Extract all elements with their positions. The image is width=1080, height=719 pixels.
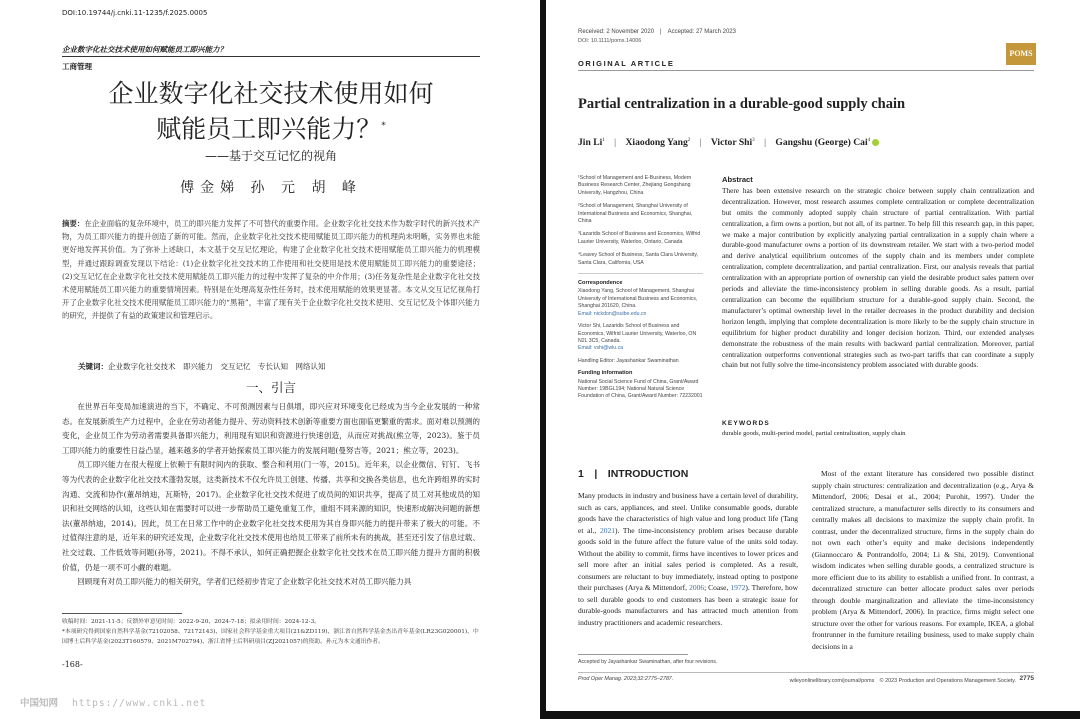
- doi-line: DOI:10.19744/j.cnki.11-1235/f.2025.0005: [62, 9, 208, 17]
- correspondence-entry: [578, 288, 703, 318]
- author-affil-mark: 1: [602, 137, 605, 143]
- journal-url[interactable]: wileyonlinelibrary.com/journal/poms © 2023 Production and Operations Management Society.: [789, 678, 1016, 684]
- english-paper-page: [546, 0, 1080, 719]
- paper-title: Partial centralization in a durable-good supply chain: [578, 96, 906, 112]
- title-line-2: 赋能员工即兴能力？*: [156, 114, 386, 144]
- doi-line: DOI: 10.1111/poms.14006: [578, 38, 642, 44]
- correspondence-heading: Correspondence: [578, 280, 623, 287]
- bottom-edge: [546, 711, 1080, 719]
- affiliation: ³Lazaridis School of Business and Economics, Wilfrid Laurier University, Waterloo, Ontario, Canada: [578, 231, 701, 245]
- keywords-text: durable goods, multi-period model, partial centralization, supply chain: [722, 430, 906, 437]
- footnotes: [62, 617, 480, 647]
- section-tag: 工商管理: [62, 62, 92, 71]
- accepted-note: Accepted by Jayashankar Swaminathan, after four revisions.: [578, 659, 718, 665]
- citation-link[interactable]: 2006: [689, 583, 705, 592]
- author-name: Gangshu (George) Cai: [775, 137, 868, 148]
- author-separator: |: [699, 137, 702, 148]
- author-separator: |: [614, 137, 617, 148]
- author-separator: |: [764, 137, 766, 148]
- citation-link[interactable]: 1972: [730, 583, 746, 592]
- funding-info: National Social Science Fund of China, Grant/Award Number: 19BGL194; National Natural Science Foundation of China, Grant/Award Number: 72232001: [578, 378, 703, 400]
- page-number: -168-: [62, 660, 83, 669]
- intro-column-left: Many products in industry and business have a certain level of durability, such as cars, appliances, and steel. Unlike consumable goods, durable goods have the characteristics of high value and long product life (Tang et al., 2021). The time-inconsistency problem arises because durable goods sold in the future affect the future value of the units sold today. Without the ability to commit, firms have incentives to lower prices and sell more after an initial sales period is completed. As a result, consumers are reluctant to buy immediately, instead opting to postpone their purchases (Arya & Mittendorf, 2006; Coase, 1972). Therefore, how to sell durable goods to end customers has been a strategic issue for durable-goods manufacturers and has attracted much attention from industry practitioners and academic researchers.: [578, 491, 799, 627]
- title-line-1: 企业数字化社交技术使用如何: [108, 79, 434, 108]
- keywords: [78, 361, 478, 372]
- citation-link[interactable]: 2021: [599, 525, 615, 535]
- author-name: Xiaodong Yang: [625, 137, 688, 148]
- affiliations-sidebar: [578, 175, 703, 406]
- abstract: [722, 175, 1034, 371]
- page-number: 2775: [1019, 675, 1034, 682]
- footer-divider: [578, 672, 1034, 673]
- author-affil-mark: 3: [752, 137, 755, 143]
- sidebar-divider: [578, 273, 703, 274]
- watermark-brand: 中国知网: [20, 698, 59, 709]
- keywords-text: 企业数字化社交技术 即兴能力 交互记忆 专长认知 网络认知: [108, 362, 326, 371]
- orcid-icon[interactable]: [872, 139, 879, 146]
- abstract-text: There has been extensive research on the strategic choice between supply chain centralization and decentralization. However, most research assumes complete centralization or complete decentralization but omits the commonly adopted supply chain structure of partial centralization. With partial centralization, a firm owns a portion, but not all, of its partner. To help fill this research gap, in this paper, we make a major contribution by explicitly analyzing partial centralization in a supply chain where a durable-good manufacturer owns a portion of its downstream retailer. We start with a two-period model and derive analytical equilibrium outcomes of the supply chain and its members under complete centralization, complete decentralization, and partial centralization. First, our analysis reveals that partial centralization with an appropriate portion of ownership can yield the desirable product sales pattern over periods and alleviate the time-inconsistency problem in selling durable goods. As a result, partial centralization can become the equilibrium structure for a durable-good supply chain. Second, the manufacturer’s optimal ownership level in the retailer decreases in the product durability and decision horizon length, implying that complete decentralization is more likely to be the supply chain structure in equilibrium for higher product durability and longer decision horizon. Third, our extended analyses demonstrate the robustness of the main results with backward partial centralization. Moreover, partial centralization outperforms conventional strategies such as two-part tariffs that can coordinate a supply chain but not fully solve the time-inconsistency problem associated with durable goods.: [722, 185, 1034, 370]
- abstract-text: 在企业面临的复杂环境中，员工的即兴能力发挥了不可替代的重要作用。企业数字化社交技术作为数字时代的新兴技术产物，为员工即兴能力的提升创造了新的可能。然而，企业数字化社交技术使用赋能员工即兴能力的机理尚未明晰，实务界也未能更好地发挥其价值。为了弥补上述缺口，本文基于交互记忆理论，构建了企业数字化社交技术使用赋能员工即兴能力的机理模型，并通过跟踪调查发现以下结论：(1)企业数字化社交技术的工作使用和社交使用是技术使用赋能员工即兴能力的重要途径；(2)交互记忆在企业数字化社交技术使用赋能员工即兴能力的过程中发挥了复杂的中介作用；(3)任务复杂性是企业数字化社交技术使用赋能员工即兴能力的重要情境因素。特别是在处理高复杂性任务时，技术使用赋能的效果更显著。本文从交互记忆视角打开了企业数字化社交技术使用赋能员工即兴能力的“黑箱”，丰富了现有关于企业数字化社交技术使用、交互记忆及个体即兴能力的研究，并提供了有益的政策建议和管理启示。: [62, 219, 480, 321]
- handling-editor: Handling Editor: Jayashankar Swaminathan: [578, 357, 679, 364]
- correspondence-entry: [578, 323, 703, 353]
- section-heading-intro: 一、引言: [245, 380, 296, 395]
- section-heading-introduction: 1 | INTRODUCTION: [578, 468, 689, 480]
- email-link[interactable]: Email: nickdon@suibe.edu.cn: [578, 310, 647, 317]
- author-name: Jin Li: [578, 137, 603, 148]
- header-divider: [62, 56, 480, 57]
- keywords-label: 关键词：: [78, 362, 108, 371]
- received-accepted-dates: Received: 2 November 2020 | Accepted: 27 March 2023: [578, 29, 736, 35]
- affiliation: ¹School of Management and E-Business, Modern Business Research Center, Zhejiang Gongshang University, Hangzhou, China: [578, 175, 692, 196]
- abstract-heading: Abstract: [722, 175, 753, 184]
- paragraph: 回顾现有对员工即兴能力的相关研究，学者们已经初步肯定了企业数字化社交技术对员工即兴能力具: [77, 577, 412, 587]
- intro-column-right: Most of the extant literature has considered two possible distinct supply chain structures: centralization and decentralization (e.g., Arya & Mittendorf, 2006; Desai et al., 2004; Purohit, 1997). Under the centralized structure, a manufacturer sells directly to its consumers and centrally makes all decisions to maximize the supply chain profit. In contrast, under the decentralized structure, firms in the supply chain do not own each other’s equity and make decisions independently (Giannoccaro & Pontrandolfo, 2004; Li & Shi, 2019). Conventional wisdom indicates when selling durable goods, a centralized structure is more efficient due to its ability to establish a unified front. In contrast, a decentralized structure can better allocate product sales over periods through double marginalization and alleviate the time-inconsistency problem (Arya & Mittendorf, 2006). In practice, firms might select one structure over the other for various reasons. For example, IKEA, a global frontrunner in the furniture retailing business, used to make supply chain decisions in a: [812, 469, 1034, 651]
- body-text: [62, 400, 480, 590]
- watermark-url: https://www.cnki.net: [72, 698, 207, 709]
- correspondence-address: Xiaodong Yang, School of Management, Shanghai University of International Business and Economics, Shanghai 201620, China.: [578, 288, 698, 310]
- affiliation: ⁴Leavey School of Business, Santa Clara University, Santa Clara, California, USA: [578, 252, 699, 266]
- cnki-watermark: [20, 695, 206, 709]
- author-name: Victor Shi: [710, 137, 753, 148]
- paper-title: [62, 77, 480, 145]
- author-list: 傅金娣 孙 元 胡 峰: [180, 180, 362, 196]
- article-type: ORIGINAL ARTICLE: [578, 59, 675, 68]
- footnote-funding: *本项研究得到国家自然科学基金(72102058、72172143)、国家社会科学基金重大项目(21&ZD119)、浙江省自然科学基金杰出青年基金(LR23G020001)、中国博士后科学基金(2023T160579、2021M702794)、浙江省博士后科研项目(ZJ2021057)的资助。孙元为本文通讯作者。: [62, 629, 479, 645]
- correspondence-address: Victor Shi, Lazaridis School of Business and Economics, Wilfrid Laurier University, Waterloo, ON N2L 3C5, Canada.: [578, 323, 697, 344]
- author-affil-mark: 4: [867, 137, 871, 143]
- footnote-divider: [578, 654, 688, 655]
- title-footnote-mark: *: [381, 121, 386, 131]
- keywords-heading: KEYWORDS: [722, 420, 770, 427]
- funding-heading: Funding information: [578, 370, 633, 377]
- paragraph: 在世界百年变局加速演进的当下，不确定、不可预测因素与日俱增，即兴应对环境变化已经成为当今企业发展的一种常态。在发展新质生产力过程中，企业在劳动者能力提升、劳动资料技术创新等重要方面也面临更繁重的需求。面对难以预测的变化，企业员工作为劳动者需要具备即兴能力，利用现有知识和资源进行快速创造，从而应对挑战(熊立等，2023)。鉴于员工即兴能力的重要性日益凸显，越来越多的学者开始探索员工即兴能力的发展问题(曼努吉等，2021；熊立等，2023)。: [62, 402, 480, 455]
- article-type-divider: [578, 70, 1034, 71]
- abstract-label: 摘要：: [62, 219, 85, 228]
- footnote-received: 收稿时间：2021-11-5；反馈外审意见时间：2022-9-20、2024-7-18；拟录用时间：2024-12-3。: [62, 619, 321, 625]
- affiliation: ²School of Management, Shanghai University of International Business and Economics, Shanghai, China: [578, 203, 693, 225]
- abstract: [62, 217, 480, 323]
- poms-logo: POMS: [1006, 43, 1036, 65]
- email-link[interactable]: Email: vshi@wlu.ca: [578, 345, 624, 352]
- footnote-divider: [62, 613, 182, 614]
- journal-citation: Prod Oper Manag. 2023;32:2775–2787.: [578, 676, 674, 682]
- author-list: [578, 137, 879, 148]
- author-affil-mark: 2: [687, 137, 691, 143]
- paragraph: 员工即兴能力在很大程度上依赖于有限时间内的获取、整合和利用(门一等，2015)。近年来，以企业微信、钉钉、飞书等为代表的企业数字化社交技术蓬勃发展，这类新技术不仅允许员工创建、传播、共享和交换各类信息，也允许跨组界的实时沟通、交流和协作(董昂纳迪，瓦斯特，2017)。企业数字化社交技术促进了成员间的知识共享，提高了员工对其他成员的知识和社交网络的认知，这些认知在需要时可以进一步帮助员工避免重复工作，重组不同来源的知识，快速形成解决问题的新想法(董昂纳迪，2014)。因此，员工在日常工作中的企业数字化社交技术使用为其自身即兴能力的提升带来了极大的可能。不过值得注意的是，近年来的研究还发现，企业数字化社交技术使用也给员工带来了前所未有的挑战，甚至还引发了信息过载、社交过载、工作低效等问题(孙等，2021)。不得不承认，如何正确把握企业数字化社交技术在员工即兴能力提升方面的积极价值，仍是一项不可小觑的难题。: [62, 460, 480, 572]
- paper-subtitle: ——基于交互记忆的视角: [204, 149, 337, 163]
- running-title: 企业数字化社交技术使用如何赋能员工即兴能力？: [62, 45, 227, 54]
